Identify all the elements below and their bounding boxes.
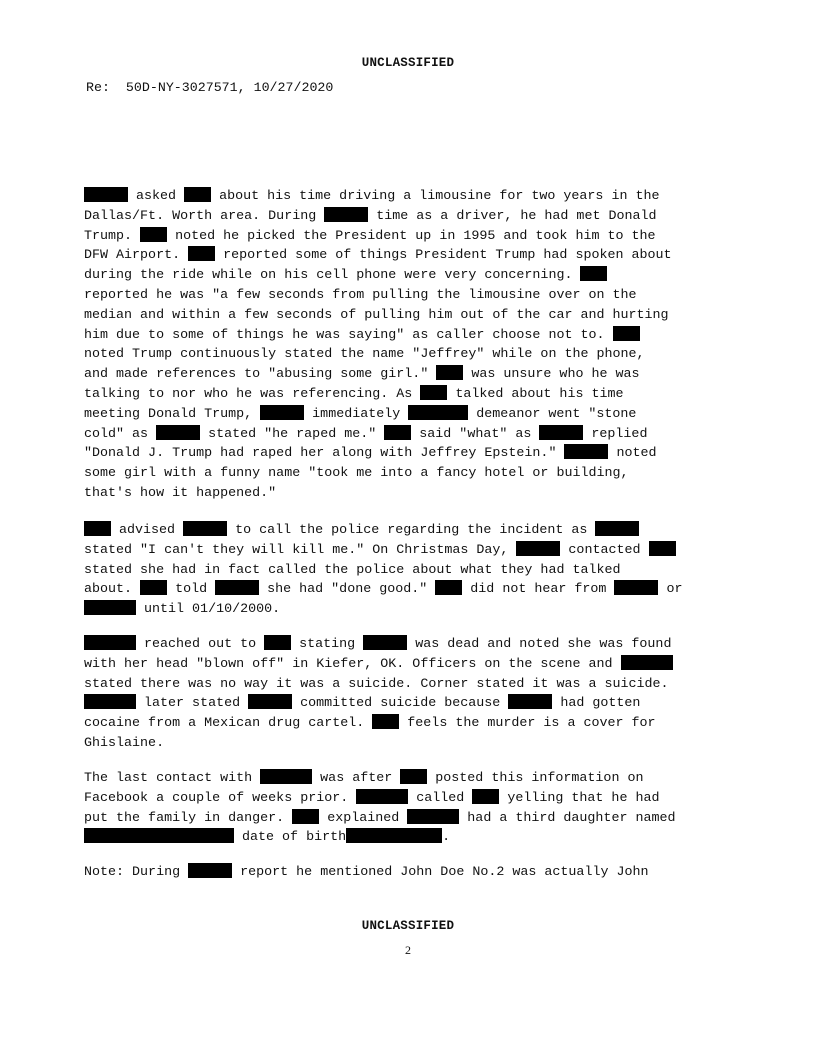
redaction-block [356,789,408,804]
text-line: later stated committed suicide because had gotten [84,694,744,714]
redaction-block [84,187,128,202]
redaction-block [184,187,211,202]
text-line: some girl with a funny name "took me into a fancy hotel or building, [84,466,629,482]
text-line: and made references to "abusing some girl." was unsure who he was [84,367,640,383]
text-line: reported he was "a few seconds from pulling the limousine over on the [84,287,637,303]
text-line: median and within a few seconds of pulling him out of the car and hurting [84,307,669,323]
text-line: stated "I can't they will kill me." On Christmas Day, contacted [84,541,744,561]
redaction-block [564,444,608,459]
reference-line [86,80,333,95]
redaction-block [372,714,399,729]
redaction-block [156,425,200,440]
text-line: about. told she had "done good." did not hear from or [84,582,683,598]
redaction-block [435,580,462,595]
classification-header: UNCLASSIFIED [361,56,455,70]
classification-footer: UNCLASSIFIED [361,919,455,933]
redaction-block [613,326,640,341]
text-line: Ghislaine. [84,735,165,751]
paragraph-police [84,521,744,620]
text-line: that's how it happened." [84,485,277,501]
text-line: Trump. noted he picked the President up in 1995 and took him to the [84,228,656,244]
redaction-block [324,207,368,222]
redaction-block [614,580,658,595]
paragraph-death [84,635,744,754]
redaction-block [140,580,167,595]
text-line: talking to nor who he was referencing. As talked about his time [84,386,624,402]
redaction-block [472,789,499,804]
text-line: DFW Airport. reported some of things President Trump had spoken about [84,248,672,264]
paragraph-limousine [84,187,744,504]
paragraph-note [84,863,744,883]
redaction-block [508,694,552,709]
reference-number: 50D-NY-3027571, 10/27/2020 [125,80,334,95]
redaction-block [183,521,227,536]
redaction-block [595,521,639,536]
redaction-block [649,541,676,556]
redaction-block [140,227,167,242]
text-line: during the ride while on his cell phone were very concerning. [84,266,744,286]
redaction-block [621,655,673,670]
re-label: Re: [86,80,110,95]
redaction-block [400,769,427,784]
text-line: advised to call the police regarding the incident as [84,521,744,541]
text-line: stated there was no way it was a suicide. Corner stated it was a suicide. [84,676,669,692]
redaction-block [384,425,411,440]
redaction-block [539,425,583,440]
redaction-block [84,600,136,615]
paragraph-last-contact [84,769,744,848]
text-line: until 01/10/2000. [84,600,744,620]
text-line: date of birth . [84,828,744,848]
text-line: with her head "blown off" in Kiefer, OK. Officers on the scene and [84,655,744,675]
redaction-block [408,405,468,420]
redaction-block [84,635,136,650]
text-line: cold" as stated "he raped me." said "what" as replied [84,426,648,442]
text-line: cocaine from a Mexican drug cartel. feels the murder is a cover for [84,716,656,732]
text-line: The last contact with was after posted this information on [84,771,644,786]
redaction-block [84,694,136,709]
redaction-block [260,769,312,784]
text-line: Dallas/Ft. Worth area. During time as a driver, he had met Donald [84,208,657,224]
redaction-block [516,541,560,556]
text-line: noted Trump continuously stated the name "Jeffrey" while on the phone, [84,347,645,363]
text-line: put the family in danger. explained had a third daughter named [84,810,676,826]
text-line: meeting Donald Trump, immediately demeanor went "stone [84,406,637,422]
redaction-block [292,809,319,824]
page-number: 2 [405,943,411,957]
redaction-block [188,863,232,878]
text-line: Note: During report he mentioned John Doe No.2 was actually John [84,865,649,880]
redaction-block [420,385,447,400]
text-line: him due to some of things he was saying" as caller choose not to. [84,326,744,346]
text-line: Facebook a couple of weeks prior. called yelling that he had [84,790,660,806]
redaction-block [407,809,459,824]
redaction-block [436,365,463,380]
text-line: asked about his time driving a limousine for two years in the [84,187,744,207]
redaction-block [84,521,111,536]
text-line: reached out to stating was dead and noted she was found [84,635,744,655]
redaction-block [346,828,442,843]
text-line: stated she had in fact called the police about what they had talked [84,562,621,578]
redaction-block [188,246,215,261]
redaction-block [264,635,291,650]
redaction-block [215,580,259,595]
text-line: "Donald J. Trump had raped her along with Jeffrey Epstein." noted [84,446,657,462]
redaction-block [580,266,607,281]
redaction-block [260,405,304,420]
redaction-block [363,635,407,650]
redaction-block [84,828,234,843]
redaction-block [248,694,292,709]
